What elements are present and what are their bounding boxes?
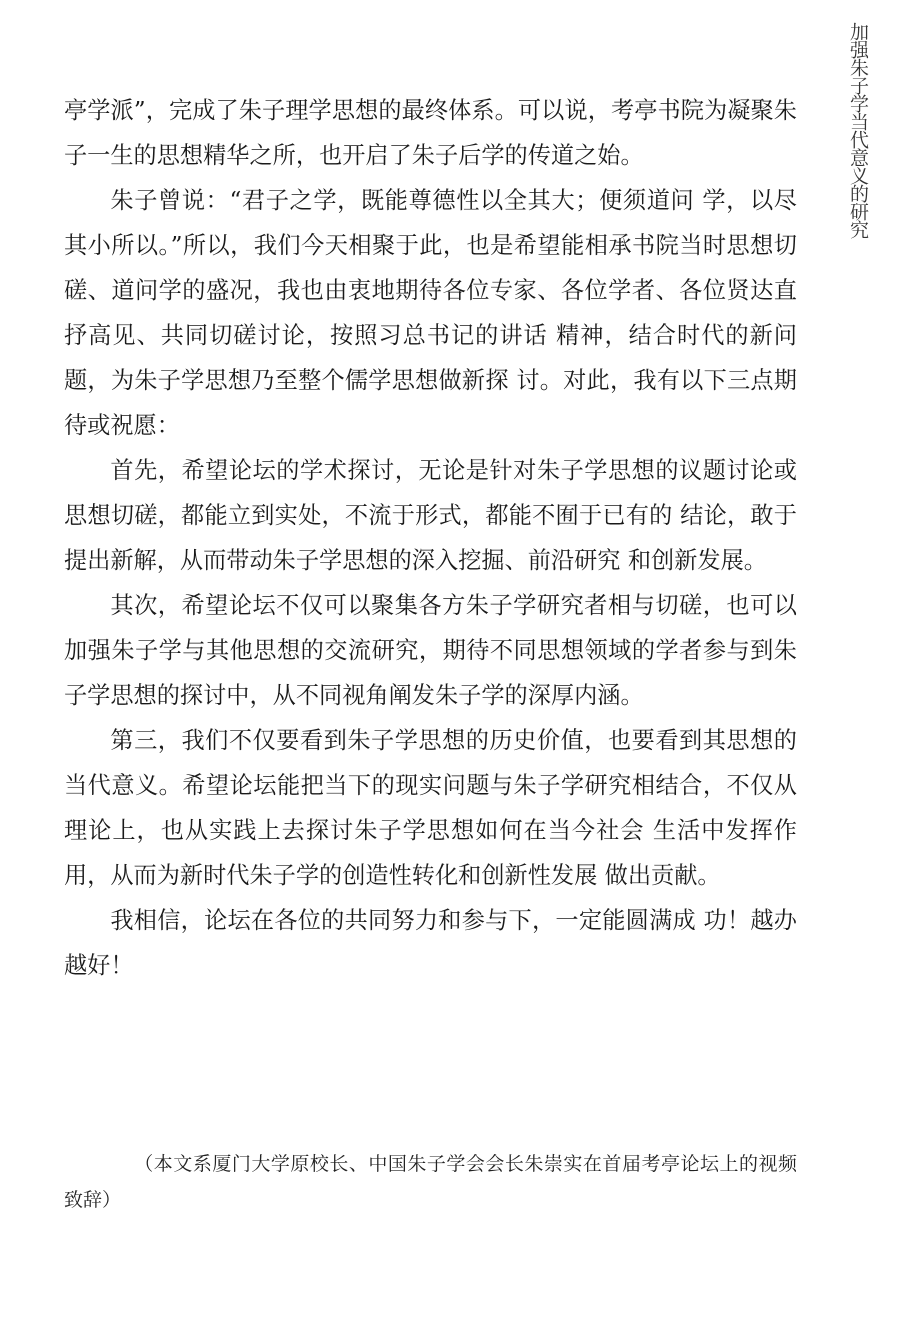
paragraph-closing: 我相信，论坛在各位的共同努力和参与下，一定能圆满成 功！越办越好！	[64, 907, 797, 979]
running-header: 加强朱子学当代意义的研究	[847, 22, 869, 238]
paragraph-quote: 朱子曾说：“君子之学，既能尊德性以全其大；便须道问 学，以尽其小所以。”所以，我们今天相聚于此，也是希望能相承书院当时思想切磋、道问学的盛况，我也由衷地期待各位专家、各位学者、各位贤达直抒高见、共同切磋讨论，按照习总书记的讲话 精神，结合时代的新问题，为朱子学思想乃至整个儒学思想做新探 讨。对此，我有以下三点期待或祝愿：	[64, 187, 797, 439]
paragraph-continuation: 亭学派”，完成了朱子理学思想的最终体系。可以说，考亭书院为凝聚朱子一生的思想精华之所，也开启了朱子后学的传道之始。	[64, 97, 797, 169]
paragraph-first-wish: 首先，希望论坛的学术探讨，无论是针对朱子学思想的议题讨论或思想切磋，都能立到实处，不流于形式，都能不囿于已有的 结论，敢于提出新解，从而带动朱子学思想的深入挖掘、前沿研究 和创新发展。	[64, 457, 797, 574]
source-note: （本文系厦门大学原校长、中国朱子学会会长朱崇实在首届考亭论坛上的视频致辞）	[64, 1153, 797, 1211]
body-text	[64, 88, 797, 988]
paragraph-second-wish: 其次，希望论坛不仅可以聚集各方朱子学研究者相与切磋，也可以加强朱子学与其他思想的交流研究，期待不同思想领域的学者参与到朱子学思想的探讨中，从不同视角阐发朱子学的深厚内涵。	[64, 592, 797, 709]
paragraph-third-wish: 第三，我们不仅要看到朱子学思想的历史价值，也要看到其思想的当代意义。希望论坛能把当下的现实问题与朱子学研究相结合，不仅从理论上，也从实践上去探讨朱子学思想如何在当今社会 生活中发挥作用，从而为新时代朱子学的创造性转化和创新性发展 做出贡献。	[64, 727, 797, 889]
